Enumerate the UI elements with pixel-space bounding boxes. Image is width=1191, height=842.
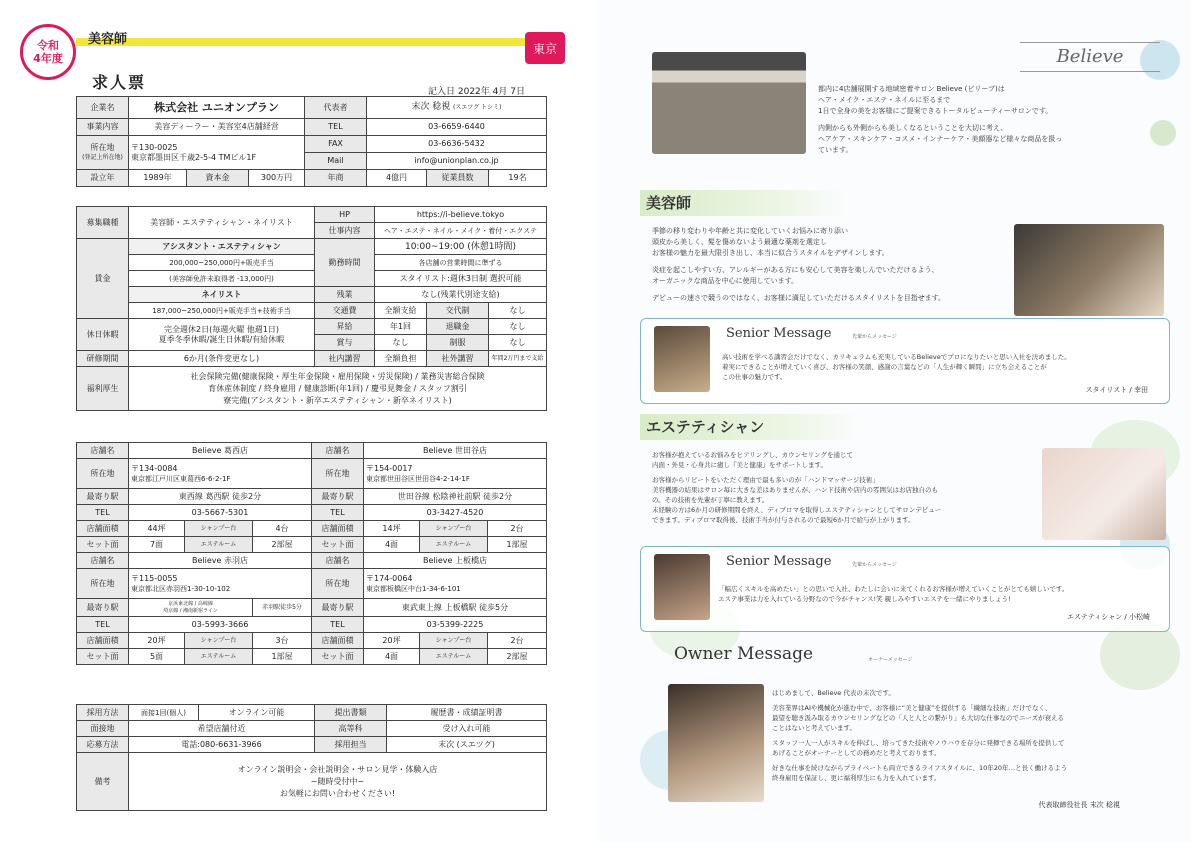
table-row: 所在地 〒134-0084 東京都江戸川区東葛西6-6-2-1F 所在地 〒154-0017 東京都世田谷区世田谷4-2-14-1F (77, 459, 547, 489)
table-row: 店舗面積 44坪 シャンプー台 4台 店舗面積 14坪 シャンプー台 2台 (77, 521, 547, 537)
section-title-esthetician: エステティシャン (640, 414, 860, 440)
table-row: 店舗面積 20坪 シャンプー台 3台 店舗面積 20坪 シャンプー台 2台 (77, 633, 547, 649)
job-title: 美容師 (88, 32, 128, 47)
table-row: TEL 03-5993-3666 TEL 03-5399-2225 (77, 617, 547, 633)
senior-message-subtitle: 先輩からメッセージ (852, 562, 897, 568)
apply-table: 採用方法 面接1回(個人) オンライン可能 提出書類 履歴書・成績証明書 面接地 希望店舗付近 高等科 受け入れ可能 応募方法 電話:080-6631-3966 採用担当 末次 (スエツグ) 備考 オンライン説明会・会社説明会・サロン見学・体験入店 ~随時受付中~ お気軽にお問い合わせください! (76, 704, 547, 811)
stylist-signature: スタイリスト / 幸田 (1085, 386, 1148, 394)
stores-table (76, 442, 547, 665)
esthetician-staff-photo (654, 554, 710, 620)
esthetician-photo (1042, 448, 1166, 540)
prefecture-tab: 東京 (525, 32, 565, 64)
entry-date: 記入日 2022年 4月 7日 (428, 87, 525, 97)
header-bar (76, 38, 566, 46)
table-row: 店舗名 Believe 赤羽店 店舗名 Believe 上板橋店 (77, 553, 547, 569)
senior-message-1-text: 高い技術を学べる講習会だけでなく、カリキュラムも充実しているBelieveでプロになりたいと思い入社を決めました。 着実にできることが増えていく喜び、お客様の笑顔、感謝の言葉などの「人生が輝く瞬間」に立ち会えることが この仕事の魅力です。 (722, 353, 1071, 381)
stylist-photo (654, 326, 710, 392)
table-row: セット面 7面 エステルーム 2部屋 セット面 4面 エステルーム 1部屋 (77, 537, 547, 553)
page-title: 求人票 (92, 73, 147, 92)
table-row: 最寄り駅 東西線 葛西駅 徒歩2分 最寄り駅 世田谷線 松陰神社前駅 徒歩2分 (77, 489, 547, 505)
owner-photo (668, 684, 764, 802)
esthetician-signature: エステティシャン / 小松崎 (1067, 613, 1150, 621)
table-row: 店舗名 Believe 葛西店 店舗名 Believe 世田谷店 (77, 443, 547, 459)
table-row: セット面 5面 エステルーム 1部屋 セット面 4面 エステルーム 2部屋 (77, 649, 547, 665)
owner-message-title: Owner Message (674, 644, 814, 664)
owner-message-text: はじめまして、Believe 代表の末次です。 美容業界はAIや機械化が進む中で、お客様に“美と健康”を提供する「繊細な技術」だけでなく、 最望を聴き汲み取るカウンセリングなどの「人と人との繋がり」も大切な仕事なのでニーズが衰える ことはないと考えています。 スタッフ一人一人がスキルを伸ばし、培ってきた技術やノウハウを存分に発揮できる場所を提供して あげることがオーナーとしての務めだと考えております。 好きな仕事を続けながらプライベートも両立できるライフスタイルに、10年20年…と長く働けるよう 終身雇用を保証し、更に福利厚生にも力を入れています。 (772, 689, 1068, 782)
senior-message-subtitle: 先輩からメッセージ (852, 334, 897, 340)
table-row: TEL 03-5667-5301 TEL 03-3427-4520 (77, 505, 547, 521)
intro-text: 都内に4店舗展開する地域密着サロン Believe (ビリーブ)は ヘア・メイク・エステ・ネイルに至るまで 1日で全身の美をお客様にご提案できるトータルビューティーサロンです。 内側からも外側からも美しくなるということを大切に考え、 ヘアケア・スキンケア・コスメ・インナーケア・美顔器など様々な商品を扱っ ています。 (818, 85, 1063, 154)
senior-message-title: Senior Message (726, 554, 832, 569)
section-title-hairdresser: 美容師 (640, 190, 846, 216)
hairdresser-text: 季節の移り変わりや年齢と共に変化していくお悩みに寄り添い 頭皮から美しく、髪を傷めないよう最適な薬剤を選定し お客様の魅力を最大限引き出し、本当に似合うスタイルをデザインします。 炎症を起こしやすい方、アレルギーがある方にも安心して美容を楽しんでいただけるよう、 オーガニックな商品を中心に使用しています。 デビューの速さで競うのではなく、お客様に満足していただけるスタイリストを目指せます。 (652, 227, 946, 302)
owner-signature: 代表取締役社長 末次 稔視 (1038, 801, 1120, 809)
owner-message-subtitle: オーナーメッセージ (868, 657, 913, 663)
company-table: 企業名 株式会社 ユニオンプラン 代表者 末次 稔視 (スエツグ トシミ) 事業内容 美容ディーラー・美容室4店舗経営 TEL 03-6659-6440 所在地 (登記上所在地) 〒130-0025 東京都墨田区千歳2-5-4 TMビル1F FAX 03-6636-5432 Mail info@unionplan.co.jp 設立年 1989年 資本金 300万円 年商 4億円 従業員数 19名 (76, 96, 547, 187)
believe-logo: Believe (1020, 42, 1160, 72)
hairdresser-photo (1014, 224, 1164, 316)
table-row: 最寄り駅 京浜東北線 / 高崎線 埼京線 / 湘南新宿ライン 赤羽駅徒歩5分 最寄り駅 東武東上線 上板橋駅 徒歩5分 (77, 599, 547, 617)
senior-message-title: Senior Message (726, 326, 832, 341)
year-badge: 令和 4年度 (20, 24, 76, 80)
senior-message-2-text: 「幅広くスキルを高めたい」との思いで入社、わたしに会いに来てくれるお客様が増えていくことがとても嬉しいです。 エステ事業は力を入れている分野なので今がチャンス!笑 親しみやすいエステを一緒にやりましょう! (718, 585, 1069, 603)
esthetician-text: お客様が抱えているお悩みをヒアリングし、カウンセリングを通じて 内面・外見・心身共に癒し『美と健康』をサポートします。 お客様からリピートをいただく理由で最も多いのが「ハンドマッサージ技術」 美容機器の結果はサロン毎に大きな差はありませんが、ハンド技術や店内の雰囲気はお店独自のも の。その技術を先輩が丁寧に教えます。 未経験の方は6か月の研修期間を終え、ディプロマを取得しエステティシャンとしてサロンデビュー できます。ディプロマ取得後、技術手当が付与されるので最短6か月で給与が上がります。 (652, 451, 942, 524)
recruit-table: 募集職種 美容師・エステティシャン・ネイリスト HP https://i-believe.tokyo 仕事内容 ヘア・エステ・ネイル・メイク・着付・エクステ 賃金 アシスタント・エステティシャン 勤務時間 10:00~19:00 (休憩1時間) 200,000~250,000円+販売手当 各店舗の営業時間に準ずる (美容師免許未取得者 -13,000円) スタイリスト:週休3日制 選択可能 ネイリスト 残業 なし(残業代別途支給) 187,000~250,000円+販売手当+技術手当 交通費 全額支給 交代制 なし 休日休暇 完全週休2日(毎週火曜 他週1日) 夏季冬季休暇/誕生日休暇/有給休暇 昇給 年1回 退職金 なし 賞与 なし 制服 なし 研修期間 6か月(条件変更なし) 社内講習 全額負担 社外講習 年間2万円まで支給 福利厚生 社会保険完備(健康保険・厚生年金保険・雇用保険・労災保険) / 業務災害総合保険 育休産休制度 / 終身雇用 / 健康診断(年1回) / 慶弔見舞金 / スタッフ割引 寮完備(アシスタント・新卒エステティシャン・新卒ネイリスト) (76, 206, 547, 411)
salon-storefront-photo (652, 52, 806, 154)
table-row: 所在地 〒115-0055 東京都北区赤羽西1-30-10-102 所在地 〒174-0064 東京都板橋区中台1-34-6-101 (77, 569, 547, 599)
